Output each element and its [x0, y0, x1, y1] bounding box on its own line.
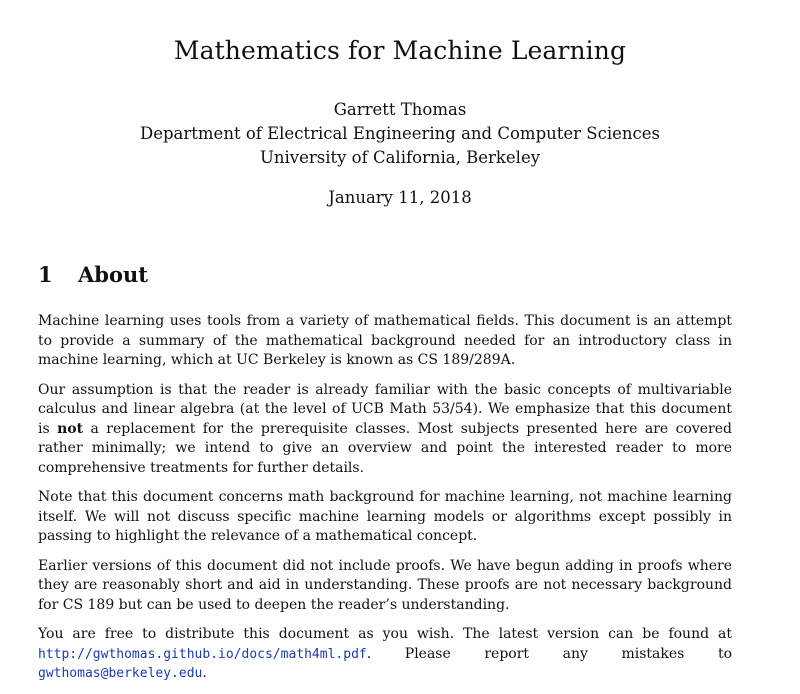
paragraph-distribution-text-1: You are free to distribute this document as you wish. The latest version can be found at [38, 626, 732, 642]
section-heading [38, 262, 148, 287]
section-number: 1 [38, 262, 53, 287]
paragraph-distribution-text-2: . Please report any mistakes to [366, 645, 732, 662]
paragraph-assumption [38, 381, 732, 479]
document-title: Mathematics for Machine Learning [173, 36, 627, 65]
paragraph-distribution-text-3: . [202, 665, 207, 681]
paragraph-proofs: Earlier versions of this document did not include proofs. We have begun adding in proofs where they are reasonably short and aid in understanding. These proofs are not necessary background for CS 189 but can be used to deepen the reader’s understanding. [38, 557, 732, 613]
author-name: Garrett Thomas [333, 100, 467, 119]
paragraph-distribution [38, 625, 732, 684]
paragraph-intro: Machine learning uses tools from a variety of mathematical fields. This document is an attempt to provide a summary of the mathematical background needed for an introductory class in machine learning, which at UC Berkeley is known as CS 189/289A. [38, 313, 732, 368]
paragraph-assumption-text-1: Our assumption is that the reader is already familiar with the basic concepts of multivariable calculus and linear algebra (at the level of UCB Math 53/54). We emphasize that this document is [38, 381, 732, 437]
author-block [0, 98, 800, 170]
email-link[interactable]: gwthomas@berkeley.edu [38, 666, 203, 681]
section-body [38, 312, 732, 694]
document-url-link[interactable]: http://gwthomas.github.io/docs/math4ml.pdf [38, 646, 367, 662]
paragraph-assumption-text-2: a replacement for the prerequisite classes. Most subjects presented here are covered rather minimally; we intend to give an overview and point the interested reader to more comprehensive treatments for further details. [38, 420, 732, 476]
paragraph-assumption-emphasis: not [57, 420, 84, 437]
paragraph-scope: Note that this document concerns math background for machine learning, not machine learning itself. We will not discuss specific machine learning models or algorithms except possibly in passing to highlight the relevance of a mathematical concept. [38, 489, 732, 544]
document-date: January 11, 2018 [328, 188, 472, 207]
section-title: About [78, 262, 148, 287]
author-department: Department of Electrical Engineering and Computer Sciences [140, 124, 660, 143]
author-university: University of California, Berkeley [259, 148, 541, 167]
